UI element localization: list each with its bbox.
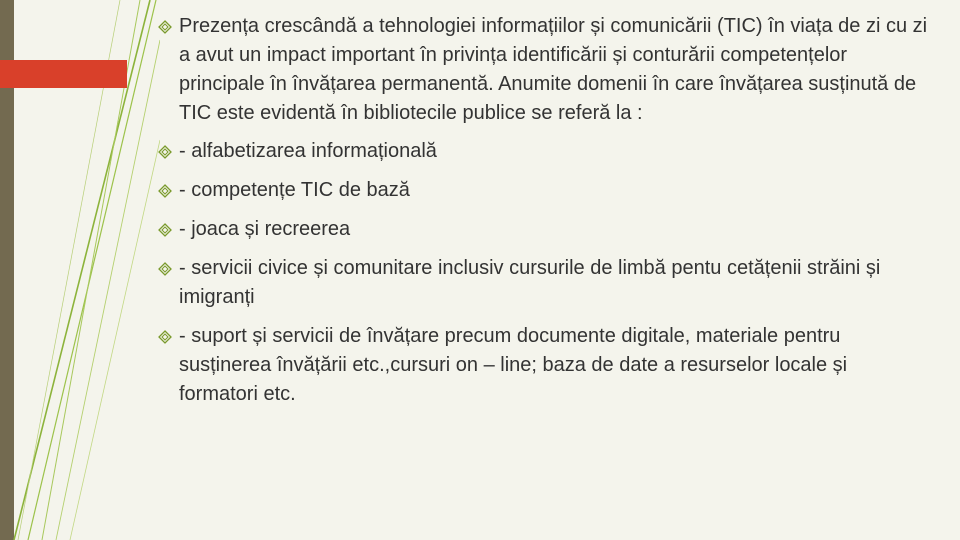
bullet-item [158,254,928,312]
bullet-item [158,215,928,244]
bullet-text: - competențe TIC de bază [179,179,410,201]
bullet-item [158,176,928,205]
bullet-text: Prezența crescândă a tehnologiei informațiilor și comunicării (TIC) în viața de zi cu zi a avut un impact important în privința identificării și conturării competențelor principale în învățarea permanentă. Anumite domenii în care învățarea susținută de TIC este evidentă în bibliotecile publice se referă la : [179,15,928,124]
bullet-item [158,322,928,409]
bullet-item [158,137,928,166]
diamond-bullet-icon [158,184,172,198]
slide-content [158,12,928,419]
diamond-bullet-icon [158,262,172,276]
bullet-text: - alfabetizarea informațională [179,140,437,162]
diamond-bullet-icon [158,223,172,237]
red-accent-tab [0,60,127,88]
diamond-bullet-icon [158,145,172,159]
bullet-text: - servicii civice și comunitare inclusiv cursurile de limbă pentu cetățenii străini și imigranți [179,257,881,308]
bullet-item [158,12,928,128]
bullet-text: - suport și servicii de învățare precum documente digitale, materiale pentru susținerea învățării etc.,cursuri on – line; baza de date a resurselor locale și formatori etc. [179,325,848,405]
diamond-bullet-icon [158,330,172,344]
bullet-text: - joaca și recreerea [179,218,351,240]
diamond-bullet-icon [158,20,172,34]
